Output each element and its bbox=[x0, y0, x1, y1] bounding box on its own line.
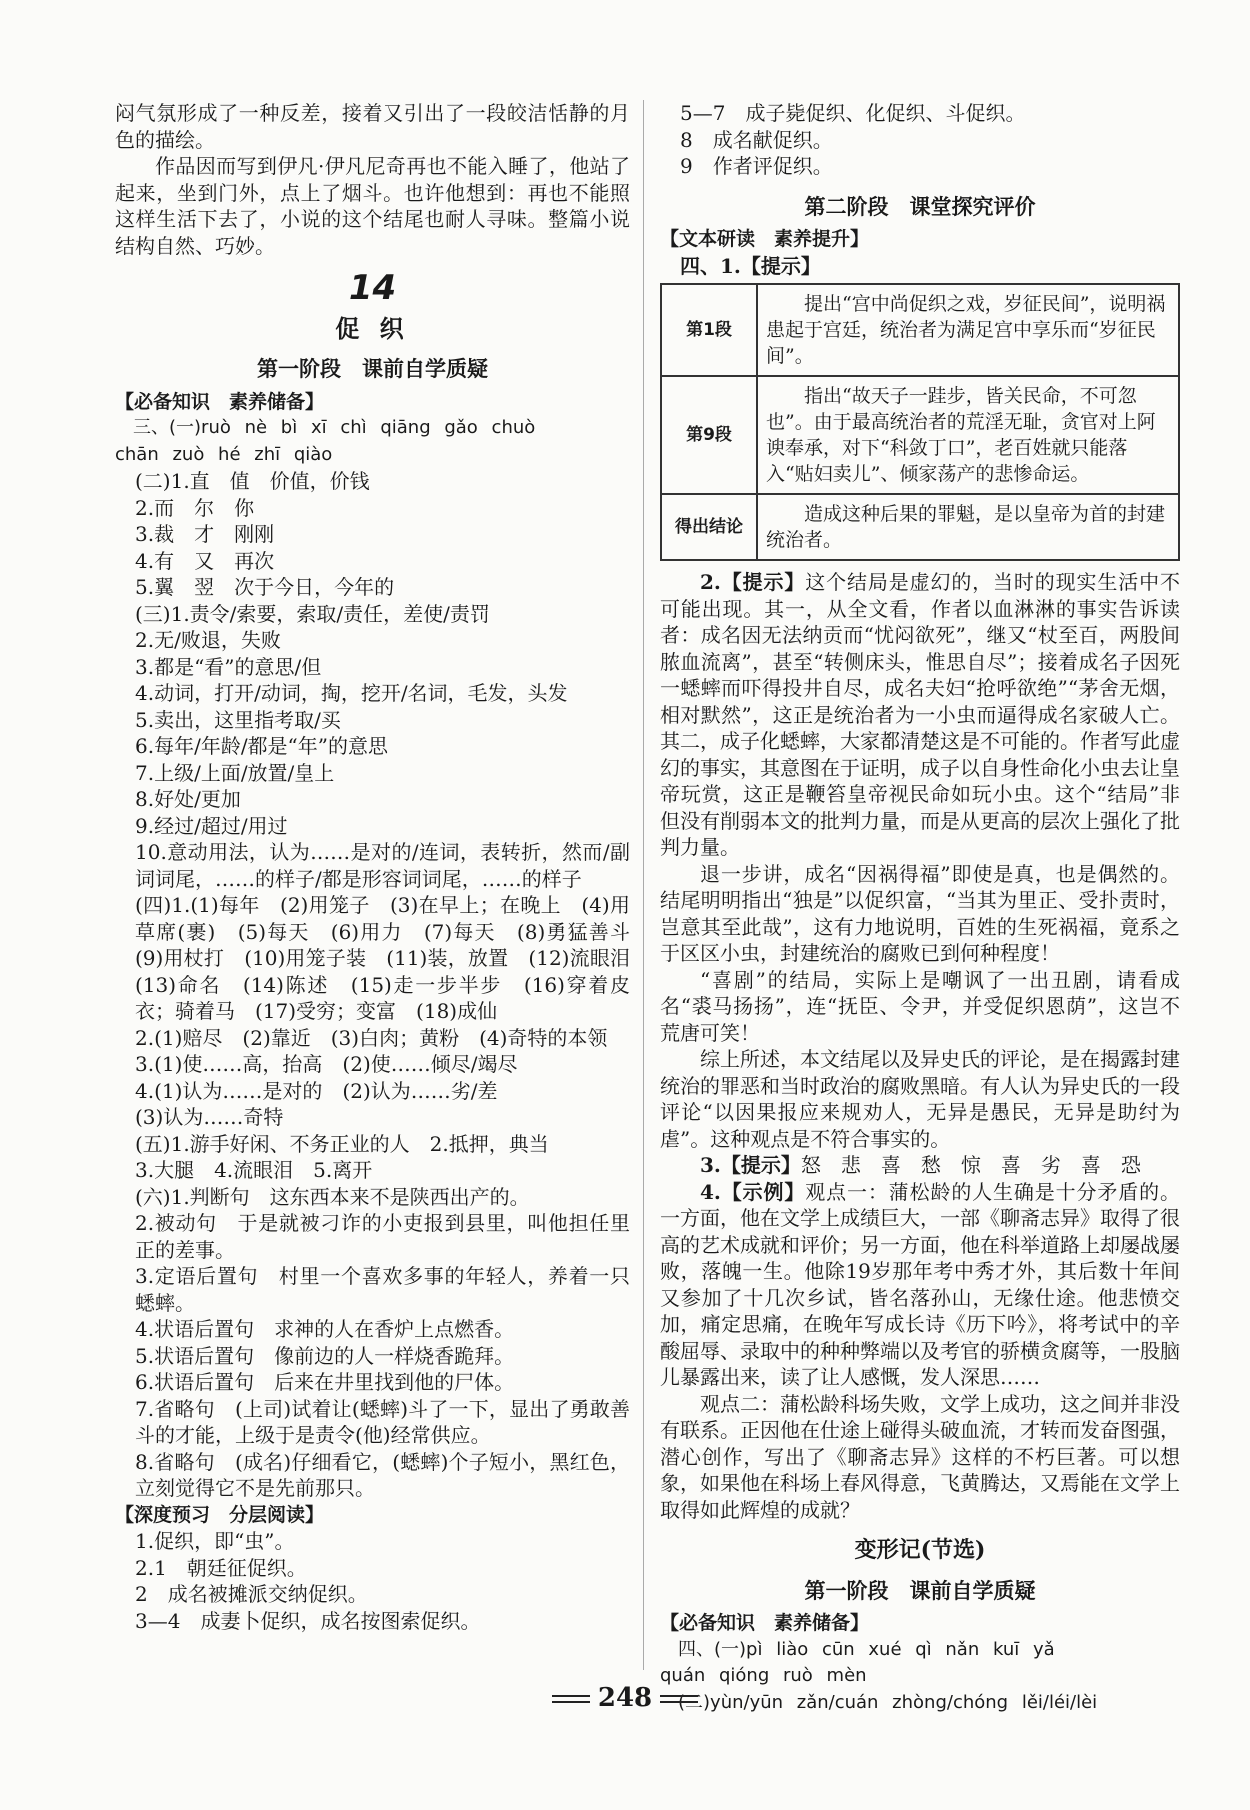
list-item: 8 成名献促织。 bbox=[680, 127, 833, 152]
list-item: 2.而 尔 你 bbox=[135, 495, 255, 520]
list-item: 10.意动用法，认为……是对的/连词，表转折，然而/副词词尾，……的样子/都是形容词词尾，……的样子 bbox=[135, 840, 630, 891]
list-item: 4.有 又 再次 bbox=[135, 548, 275, 573]
list-item: 8.省略句 (成名)仔细看它，(蟋蟀)个子短小，黑红色，立刻觉得它不是先前那只。 bbox=[135, 1449, 630, 1500]
list-item: 5.卖出，这里指考取/买 bbox=[135, 707, 341, 732]
answer-list bbox=[115, 468, 650, 1502]
list-item: 4.状语后置句 求神的人在香炉上点燃香。 bbox=[135, 1317, 515, 1341]
list-item: (二)1.直 值 价值，价钱 bbox=[135, 469, 370, 493]
left-column bbox=[115, 100, 650, 1634]
list-item: 2 成名被摊派交纳促织。 bbox=[135, 1582, 368, 1606]
list-item: 3.(1)使……高，抬高 (2)使……倾尽/竭尽 bbox=[135, 1052, 518, 1076]
pinyin-line: 四、(一)pì liào cūn xué qì nǎn kuī yǎ bbox=[678, 1638, 1055, 1660]
row-text: 提出“宫中尚促织之戏，岁征民间”，说明祸患起于宫廷，统治者为满足宫中享乐而“岁征民间”。 bbox=[757, 284, 1179, 376]
list-item: 1.促织，即“虫”。 bbox=[135, 1529, 295, 1553]
list-item: 2.1 朝廷征促织。 bbox=[135, 1555, 307, 1580]
list-item: 9 作者评促织。 bbox=[680, 154, 833, 178]
row-header: 第9段 bbox=[661, 376, 757, 494]
list-item: 2.无/败退，失败 bbox=[135, 628, 281, 652]
list-item: 7.省略句 (上司)试着让(蟋蟀)斗了一下，显出了勇敢善斗的才能，上级于是责令(他)经常供应。 bbox=[135, 1396, 630, 1447]
list-item: 4.(1)认为……是对的 (2)认为……劣/差 bbox=[135, 1078, 498, 1103]
pinyin-line: chān zuò hé zhī qiào bbox=[115, 443, 333, 465]
answer-paragraph: 4.【示例】观点一：蒲松龄的人生确是十分矛盾的。一方面，他在文学上成绩巨大，一部《聊斋志异》取得了很高的艺术成就和评价；另一方面，他在科举道路上却屡战屡败，落魄一生。他除19岁那年考中秀才外，其后数十年间又参加了十几次乡试，皆名落孙山，无缘仕途。他悲愤交加，痛定思痛，在晚年写成长诗《历下吟》，将考试中的辛酸屈辱、录取中的种种弊端以及考官的骄横贪腐等，一股脑儿暴露出来，读了让人感慨，发人深思…… bbox=[660, 1179, 1181, 1389]
list-item: (3)认为……奇特 bbox=[135, 1105, 284, 1129]
list-item: (四)1.(1)每年 (2)用笼子 (3)在早上；在晚上 (4)用草席(裹) (5)每天 (6)用力 (7)每天 (8)勇猛善斗 (9)用杖打 (10)用笼子装 (11)装，放置 (12)流眼泪 (13)命名 (14)陈述 (15)走一步半步 (16)穿着皮衣；骑着马 (17)受穷；变富 (18)成仙 bbox=[135, 893, 650, 1023]
preview-list bbox=[115, 1528, 630, 1634]
answer-paragraph: 退一步讲，成名“因祸得福”即使是真，也是偶然的。结尾明明指出“独是”以促织富，“当其为里正、受扑责时，岂意其至此哉”，这有力地说明，百姓的生死祸福，竟系之于区区小虫，封建统治的腐败已到何种程度！ bbox=[660, 861, 1180, 965]
section-heading: 【文本研读 素养提升】 bbox=[660, 228, 870, 250]
list-item: (三)1.责令/索要，索取/责任，差使/责罚 bbox=[135, 601, 490, 626]
section-heading: 【深度预习 分层阅读】 bbox=[115, 1503, 325, 1526]
table-row bbox=[661, 494, 1179, 560]
answer-paragraph: 2.【提示】这个结局是虚幻的，当时的现实生活中不可能出现。其一，从全文看，作者以血淋淋的事实告诉读者：成名因无法纳贡而“忧闷欲死”，继又“杖至百，两股间脓血流离”，甚至“转侧床头，惟思自尽”；接着成名子因死一蟋蟀而吓得投井自尽，成名夫妇“抢呼欲绝”“茅舍无烟，相对默然”，这正是统治者为一小虫而逼得成名家破人亡。其二，成子化蟋蟀，大家都清楚这是不可能的。作者写此虚幻的事实，其意图在于证明，成子以自身性命化小虫去让皇帝玩赏，这正是鞭笞皇帝视民命如玩小虫。这个“结局”非但没有削弱本文的批判力量，而是从更高的层次上强化了批判力量。 bbox=[660, 570, 1181, 859]
list-item: 7.上级/上面/放置/皇上 bbox=[135, 760, 335, 785]
row-text: 造成这种后果的罪魁，是以皇帝为首的封建统治者。 bbox=[757, 494, 1179, 560]
list-item: 2.被动句 于是就被刁诈的小吏报到县里，叫他担任里正的差事。 bbox=[135, 1211, 630, 1262]
section-heading: 【必备知识 素养储备】 bbox=[115, 390, 325, 413]
list-item: 5.状语后置句 像前边的人一样烧香跪拜。 bbox=[135, 1343, 515, 1368]
list-item: 8.好处/更加 bbox=[135, 787, 241, 811]
row-header: 第1段 bbox=[661, 284, 757, 376]
answer-paragraph: 综上所述，本文结尾以及异史氏的评论，是在揭露封建统治的罪恶和当时政治的腐败黑暗。有人认为异史氏的一段评论“以因果报应来规劝人，无异是愚民，无异是助纣为虐”。这种观点是不符合事实的。 bbox=[660, 1047, 1180, 1151]
list-item: 3.定语后置句 村里一个喜欢多事的年轻人，养着一只蟋蟀。 bbox=[135, 1264, 630, 1315]
row-text: 指出“故天子一跬步，皆关民命，不可忽也”。由于最高统治者的荒淫无耻，贪官对上阿谀奉承，对下“科敛丁口”，老百姓就只能落入“贴妇卖儿”、倾家荡产的悲惨命运。 bbox=[757, 376, 1179, 494]
outline-list bbox=[660, 100, 1180, 180]
lesson-title: 促 织 bbox=[335, 313, 410, 343]
analysis-table bbox=[660, 283, 1180, 561]
lesson-number: 14 bbox=[348, 268, 397, 308]
list-item: 5—7 成子毙促织、化促织、斗促织。 bbox=[680, 101, 1026, 125]
section-heading: 【必备知识 素养储备】 bbox=[660, 1612, 870, 1634]
intro-paragraph: 作品因而写到伊凡·伊凡尼奇再也不能入睡了，他站了起来，坐到门外，点上了烟斗。也许他想到：再也不能照这样生活下去了，小说的这个结尾也耐人寻味。整篇小说结构自然、巧妙。 bbox=[115, 154, 630, 258]
list-item: 3.都是“看”的意思/但 bbox=[135, 654, 322, 679]
stage-title: 第一阶段 课前自学质疑 bbox=[804, 1577, 1036, 1603]
list-item: 5.翼 翌 次于今日，今年的 bbox=[135, 575, 395, 599]
hint-label: 四、1.【提示】 bbox=[680, 253, 821, 278]
answer-paragraph: 3.【提示】怒 悲 喜 愁 惊 喜 劣 喜 恐 bbox=[700, 1153, 1141, 1177]
pinyin-line: quán qióng ruò mèn bbox=[660, 1665, 867, 1686]
page-number: 248 bbox=[0, 1683, 1250, 1713]
list-item: 4.动词，打开/动词，掏，挖开/名词，毛发，头发 bbox=[135, 681, 568, 705]
stage-title: 第二阶段 课堂探究评价 bbox=[804, 193, 1036, 219]
list-item: 2.(1)赔尽 (2)靠近 (3)白肉；黄粉 (4)奇特的本领 bbox=[135, 1025, 608, 1050]
list-item: 3.大腿 4.流眼泪 5.离开 bbox=[135, 1158, 373, 1182]
pinyin-line: (二)yùn/yūn zǎn/cuán zhòng/chóng lěi/léi/lèi bbox=[678, 1691, 1098, 1713]
table-row bbox=[661, 284, 1179, 376]
pinyin-line: 三、(一)ruò nè bì xī chì qiāng gǎo chuò bbox=[133, 417, 536, 438]
intro-paragraph: 闷气氛形成了一种反差，接着又引出了一段皎洁恬静的月色的描绘。 bbox=[115, 101, 630, 152]
table-row bbox=[661, 376, 1179, 494]
right-column bbox=[660, 100, 1180, 1716]
list-item: 3.裁 才 刚刚 bbox=[135, 522, 275, 546]
list-item: 3—4 成妻卜促织，成名按图索促织。 bbox=[135, 1608, 481, 1633]
list-item: 6.状语后置句 后来在井里找到他的尸体。 bbox=[135, 1370, 515, 1394]
answer-paragraph: “喜剧”的结局，实际上是嘲讽了一出丑剧，请看成名“裘马扬扬”，连“抚臣、令尹，并受促织恩荫”，这岂不荒唐可笑！ bbox=[660, 967, 1180, 1045]
list-item: 6.每年/年龄/都是“年”的意思 bbox=[135, 734, 389, 758]
list-item: (六)1.判断句 这东西本来不是陕西出产的。 bbox=[135, 1184, 530, 1209]
column-divider bbox=[643, 100, 644, 1670]
list-item: (五)1.游手好闲、不务正业的人 2.抵押，典当 bbox=[135, 1131, 549, 1156]
answer-paragraph: 观点二：蒲松龄科场失败，文学上成功，这之间并非没有联系。正因他在仕途上碰得头破血流，才转而发奋图强，潜心创作，写出了《聊斋志异》这样的不朽巨著。可以想象，如果他在科场上春风得意，飞黄腾达，又焉能在文学上取得如此辉煌的成就？ bbox=[660, 1391, 1180, 1522]
list-item: 9.经过/超过/用过 bbox=[135, 813, 288, 838]
stage-title: 第一阶段 课前自学质疑 bbox=[257, 356, 488, 381]
lesson-title: 变形记(节选) bbox=[854, 1537, 986, 1563]
row-header: 得出结论 bbox=[661, 494, 757, 560]
